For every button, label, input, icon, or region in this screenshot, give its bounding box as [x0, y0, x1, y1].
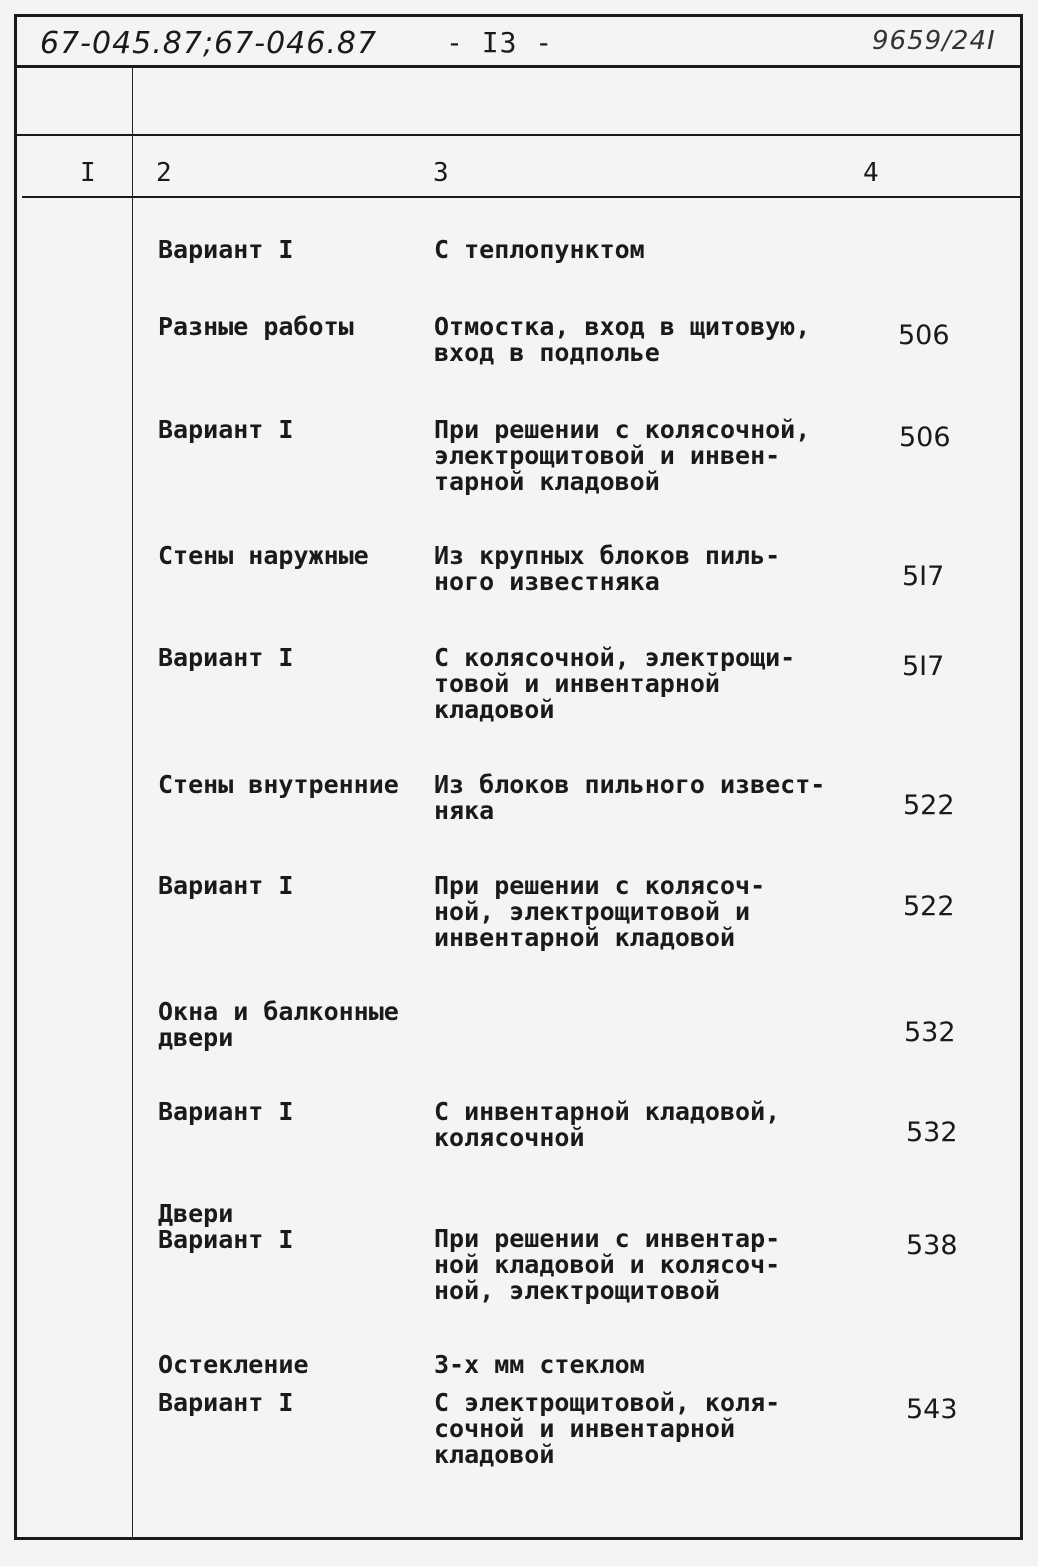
row-7-description: При решении с колясоч- ной, электрощитовой и инвентарной кладовой [434, 871, 766, 952]
row-4-name: Стены наружные [158, 541, 369, 570]
row-3-name: Вариант I [158, 415, 294, 444]
row-8-name: Окна и балконные двери [158, 997, 399, 1052]
row-1-name: Вариант I [158, 235, 294, 264]
document-code: 67-045.87;67-046.87 [40, 26, 378, 61]
row-2-page: 506 [898, 320, 950, 351]
row-6-description: Из блоков пильного извест- няка [434, 770, 826, 825]
row-12-page: 543 [906, 1394, 958, 1425]
row-1-description: С теплопунктом [434, 235, 645, 264]
row-12-description: С электрощитовой, коля- сочной и инвентарной кладовой [434, 1388, 781, 1469]
row-4-page: 5I7 [902, 561, 945, 592]
column-divider [132, 68, 133, 1540]
row-10-description: При решении с инвентар- ной кладовой и колясоч- ной, электрощитовой [434, 1224, 781, 1305]
row-11-description: 3-х мм стеклом [434, 1350, 645, 1379]
row-6-page: 522 [903, 790, 955, 821]
header-rule [14, 65, 1023, 68]
row-5-description: С колясочной, электрощи- товой и инвентарной кладовой [434, 643, 796, 724]
row-11-name: Остекление [158, 1350, 309, 1379]
column-header-4: 4 [863, 158, 879, 188]
row-3-page: 506 [899, 422, 951, 453]
column-header-2: 2 [156, 158, 172, 188]
row-3-description: При решении с колясочной, электрощитовой и инвен- тарной кладовой [434, 415, 811, 496]
page-number: - I3 - [446, 26, 554, 59]
row-5-page: 5I7 [902, 651, 945, 682]
row-5-name: Вариант I [158, 643, 294, 672]
reference-number: 9659/24I [872, 26, 996, 56]
column-header-3: 3 [433, 158, 449, 188]
row-4-description: Из крупных блоков пиль- ного известняка [434, 541, 781, 596]
row-2-description: Отмостка, вход в щитовую, вход в подполье [434, 312, 811, 367]
row-9-name: Вариант I [158, 1097, 294, 1126]
row-8-page: 532 [904, 1017, 956, 1048]
row-10-name: Двери Вариант I [158, 1199, 294, 1254]
table-top-rule [14, 134, 1023, 136]
row-2-name: Разные работы [158, 312, 354, 341]
row-10-page: 538 [906, 1230, 958, 1261]
column-header-1: I [80, 158, 96, 188]
row-6-name: Стены внутренние [158, 770, 399, 799]
row-7-page: 522 [903, 891, 955, 922]
row-12-name: Вариант I [158, 1388, 294, 1417]
column-header-rule [22, 196, 1022, 198]
row-9-page: 532 [906, 1117, 958, 1148]
row-9-description: С инвентарной кладовой, колясочной [434, 1097, 781, 1152]
row-7-name: Вариант I [158, 871, 294, 900]
